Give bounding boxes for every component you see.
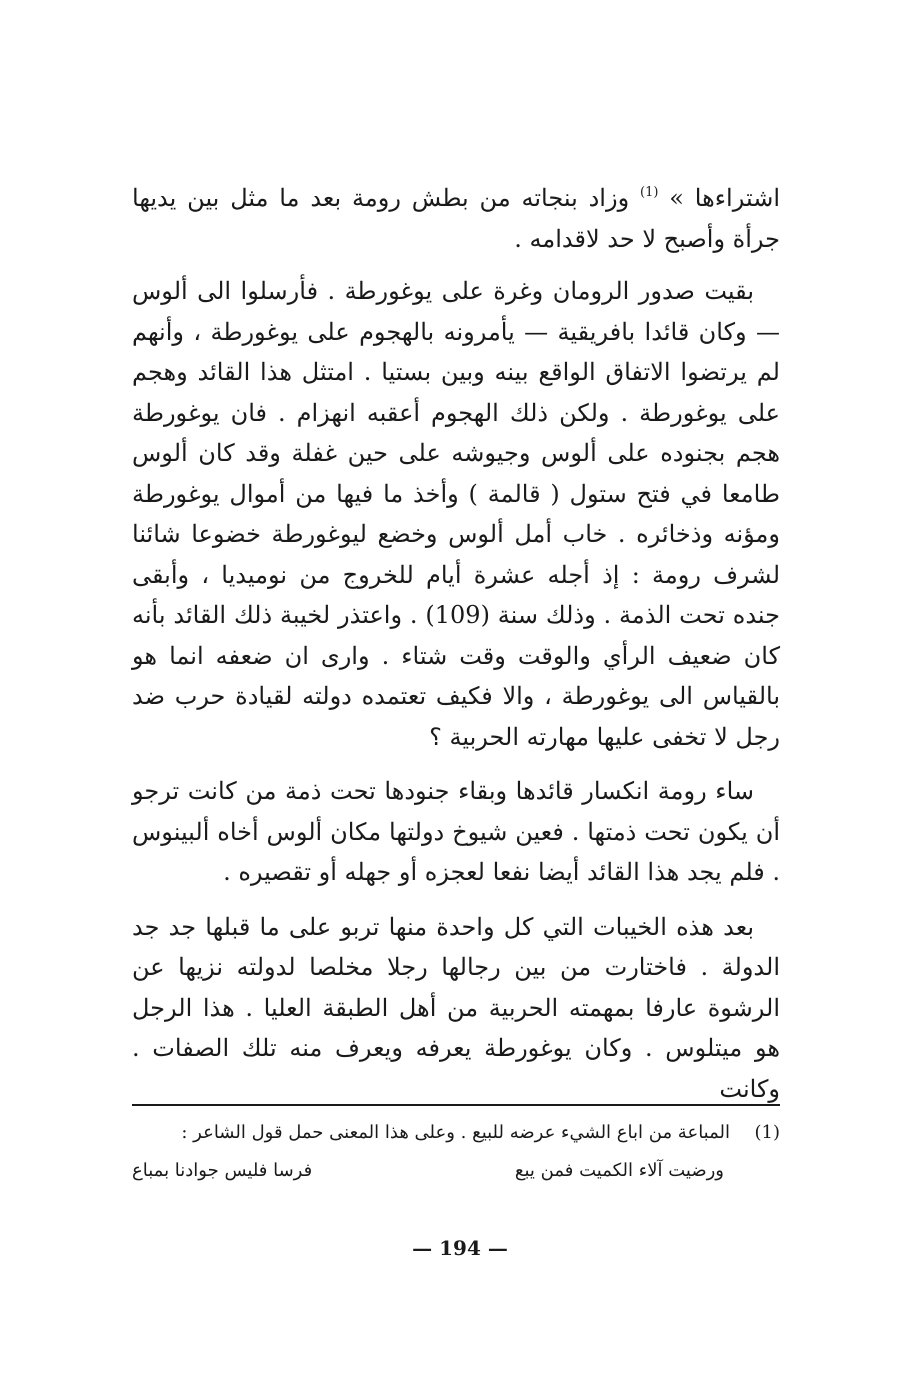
paragraph-1 bbox=[132, 178, 780, 259]
paragraph-1-lead: اشتراءها » bbox=[669, 184, 780, 212]
footnote-divider bbox=[132, 1104, 780, 1106]
footnote bbox=[132, 1120, 780, 1184]
footnote-reference: (1) bbox=[640, 185, 659, 200]
paragraph-4: بعد هذه الخيبات التي كل واحدة منها تربو على ما قبلها جد جد الدولة . فاختارت من بين رجالها رجلا مخلصا لدولته نزيها عن الرشوة عارفا بمهمته الحربية من أهل الطبقة العليا . هذا الرجل هو ميتلوس . وكان يوغورطة يعرفه ويعرف منه تلك الصفات . وكانت bbox=[132, 912, 780, 1103]
footnote-number: (1) bbox=[754, 1122, 780, 1143]
page-body bbox=[132, 178, 780, 1109]
paragraph-3: ساء رومة انكسار قائدها وبقاء جنودها تحت ذمة من كانت ترجو أن يكون تحت ذمتها . فعين شيوخ دولتها مكان ألوس أخاه ألبينوس . فلم يجد هذا القائد أيضا نفعا لعجزه أو جهله أو تقصيره . bbox=[132, 777, 780, 886]
paragraph-1-text: وزاد بنجاته من بطش رومة بعد ما مثل بين يديها جرأة وأصبح لا حد لاقدامه . bbox=[132, 184, 780, 253]
verse-second-hemistich: فرسا فليس جوادنا بمباع bbox=[132, 1160, 313, 1181]
footnote-text: المباعة من اباع الشيء عرضه للبيع . وعلى هذا المعنى حمل قول الشاعر : bbox=[181, 1122, 730, 1143]
footnote-verse bbox=[132, 1158, 780, 1184]
verse-first-hemistich: ورضيت آلاء الكميت فمن يبع bbox=[514, 1160, 724, 1181]
page-number: — 194 — bbox=[412, 1236, 508, 1260]
paragraph-2: بقيت صدور الرومان وغرة على يوغورطة . فأرسلوا الى ألوس — وكان قائدا بافريقية — يأمرونه بالهجوم على يوغورطة ، وأنهم لم يرتضوا الاتفاق الواقع بينه وبين بستيا . امتثل هذا القائد وهجم على يوغورطة . ولكن ذلك الهجوم أعقبه انهزام . فان يوغورطة هجم بجنوده على ألوس وجيوشه على حين غفلة وقد كان ألوس طامعا في فتح ستول ( قالمة ) وأخذ ما فيها من أموال يوغورطة ومؤنه وذخائره . خاب أمل ألوس وخضع ليوغورطة خضوعا شائنا لشرف رومة : إذ أجله عشرة أيام للخروج من نوميديا ، وأبقى جنده تحت الذمة . وذلك سنة (109) . واعتذر لخيبة ذلك القائد بأنه كان ضعيف الرأي والوقت وقت شتاء . وارى ان ضعفه انما هو بالقياس الى يوغورطة ، والا فكيف تعتمده دولته لقيادة حرب ضد رجل لا تخفى عليها مهارته الحربية ؟ bbox=[132, 277, 781, 751]
footnote-row bbox=[132, 1120, 780, 1146]
